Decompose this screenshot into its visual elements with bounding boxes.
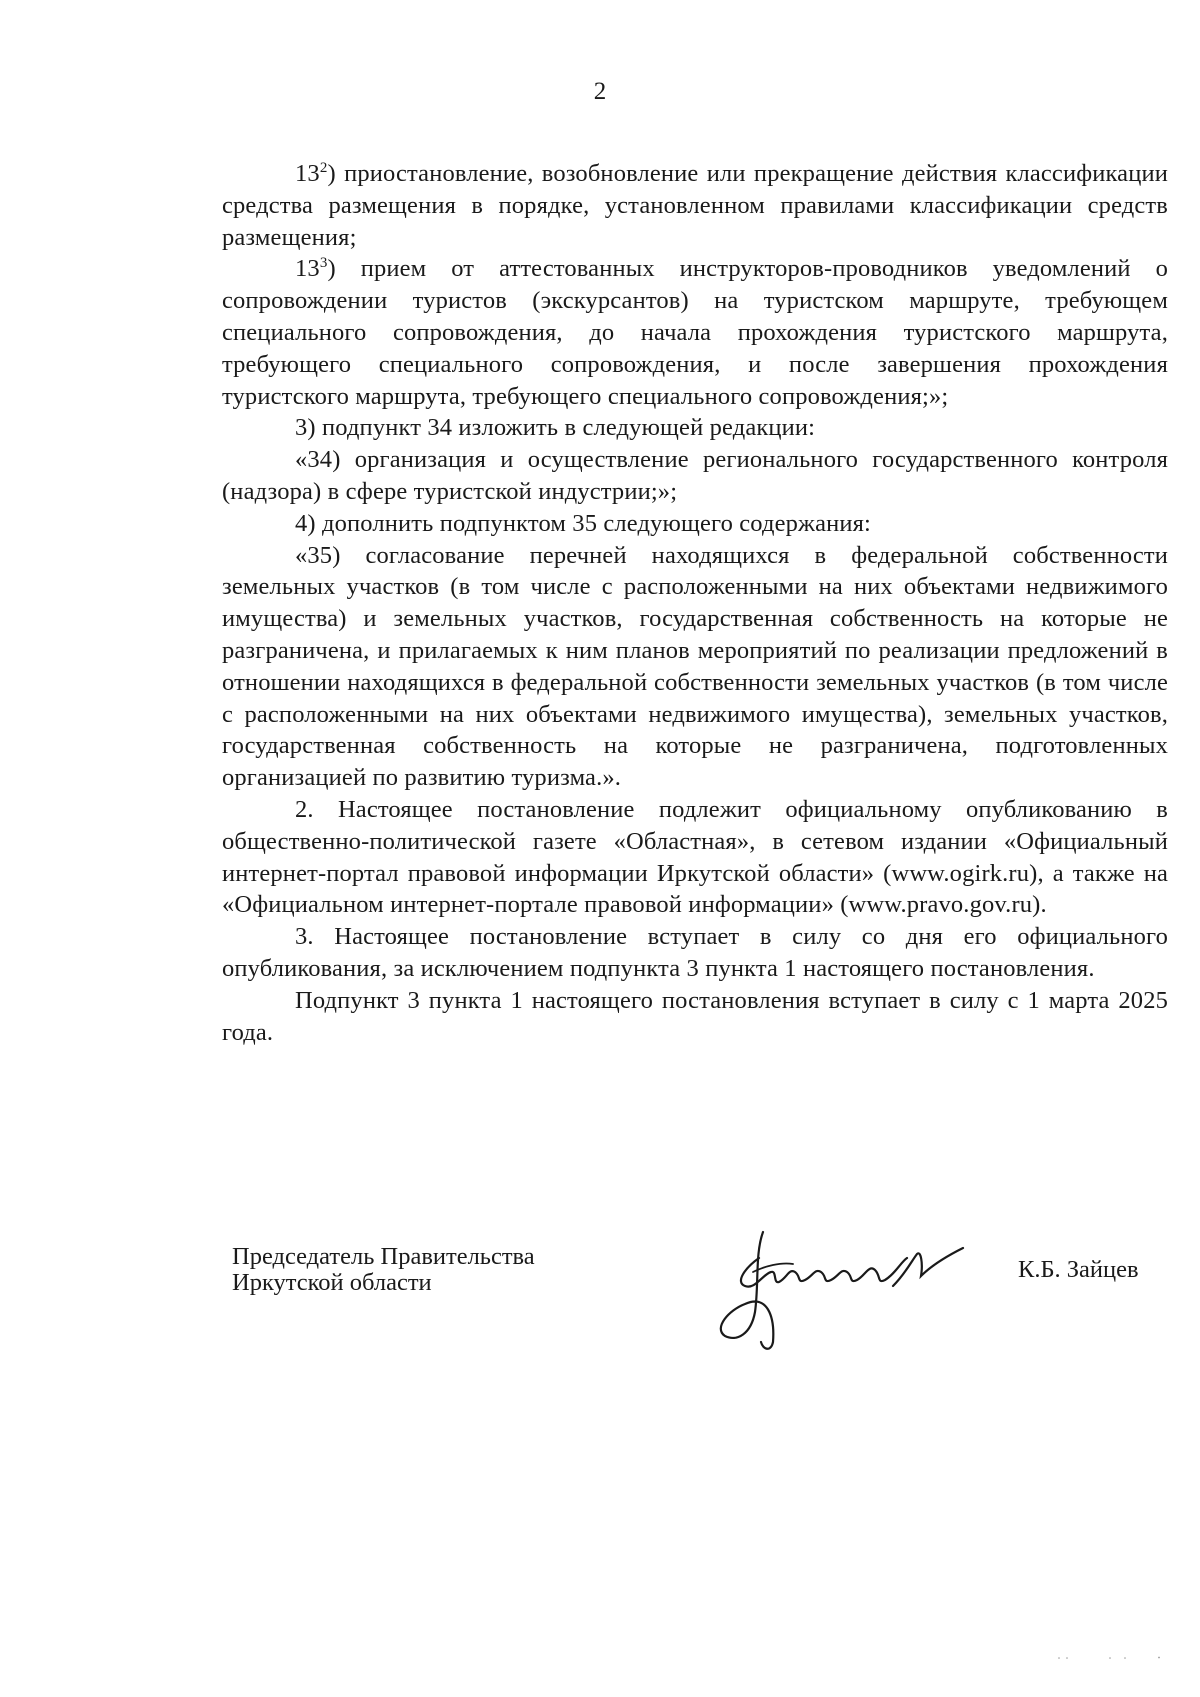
- handwritten-signature: [715, 1224, 975, 1354]
- paragraph-publication: 2. Настоящее постановление подлежит официальному опубликованию в общественно-политической газете «Областная», в сетевом издании «Официальный интернет-портал правовой информации Иркутской области» (www.ogirk.ru), а также на «Официальном интернет-портале правовой информации» (www.pravo.gov.ru).: [222, 795, 1168, 919]
- paragraph-subitem-34: «34) организация и осуществление регионального государственного контроля (надзора) в сфере туристской индустрии;»;: [222, 446, 1168, 505]
- subitem-superscript: 2: [319, 159, 328, 176]
- signatory-name: К.Б. Зайцев: [1018, 1256, 1139, 1283]
- paragraph-text: ) прием от аттестованных инструкторов-проводников уведомлений о сопровождении туристов (экскурсантов) на туристском маршруте, требующем специального сопровождения, до начала прохождения туристского маршрута, требующего специального сопровождения, и после завершения прохождения туристского маршрута, требующего специального сопровождения;»;: [222, 255, 1168, 410]
- scan-artifact-dots: [1055, 1656, 1165, 1660]
- paragraph-subitem-35: «35) согласование перечней находящихся в федеральной собственности земельных участков (в том числе с расположенными на них объектами недвижимого имущества) и земельных участков, государственная собственность на которые не разграничена, и прилагаемых к ним планов мероприятий по реализации предложений в отношении находящихся в федеральной собственности земельных участков (в том числе с расположенными на них объектами недвижимого имущества), земельных участков, государственная собственность на которые не разграничена, подготовленных организацией по развитию туризма.».: [222, 541, 1168, 792]
- paragraph-text: ) приостановление, возобновление или прекращение действия классификации средства размещения в порядке, установленном правилами классификации средств размещения;: [222, 160, 1168, 251]
- paragraph-subitem-13-2: [222, 158, 1168, 253]
- paragraph-add-35: 4) дополнить подпунктом 35 следующего содержания:: [295, 509, 872, 537]
- document-body: [222, 158, 1168, 1048]
- subitem-number: 13: [295, 255, 320, 283]
- signatory-title: [232, 1244, 535, 1296]
- paragraph-effective-date: 3. Настоящее постановление вступает в силу со дня его официального опубликования, за исключением подпункта 3 пункта 1 настоящего постановления.: [222, 923, 1168, 982]
- page-number: 2: [593, 78, 607, 105]
- subitem-superscript: 3: [319, 255, 328, 272]
- paragraph-exception-date: Подпункт 3 пункта 1 настоящего постановления вступает в силу с 1 марта 2025 года.: [222, 986, 1168, 1046]
- signatory-title-line-1: Председатель Правительства: [232, 1243, 535, 1270]
- paragraph-amend-34: 3) подпункт 34 изложить в следующей редакции:: [295, 414, 816, 442]
- subitem-number: 13: [295, 160, 320, 187]
- signatory-title-line-2: Иркутской области: [232, 1269, 432, 1296]
- paragraph-subitem-13-3: [222, 253, 1168, 412]
